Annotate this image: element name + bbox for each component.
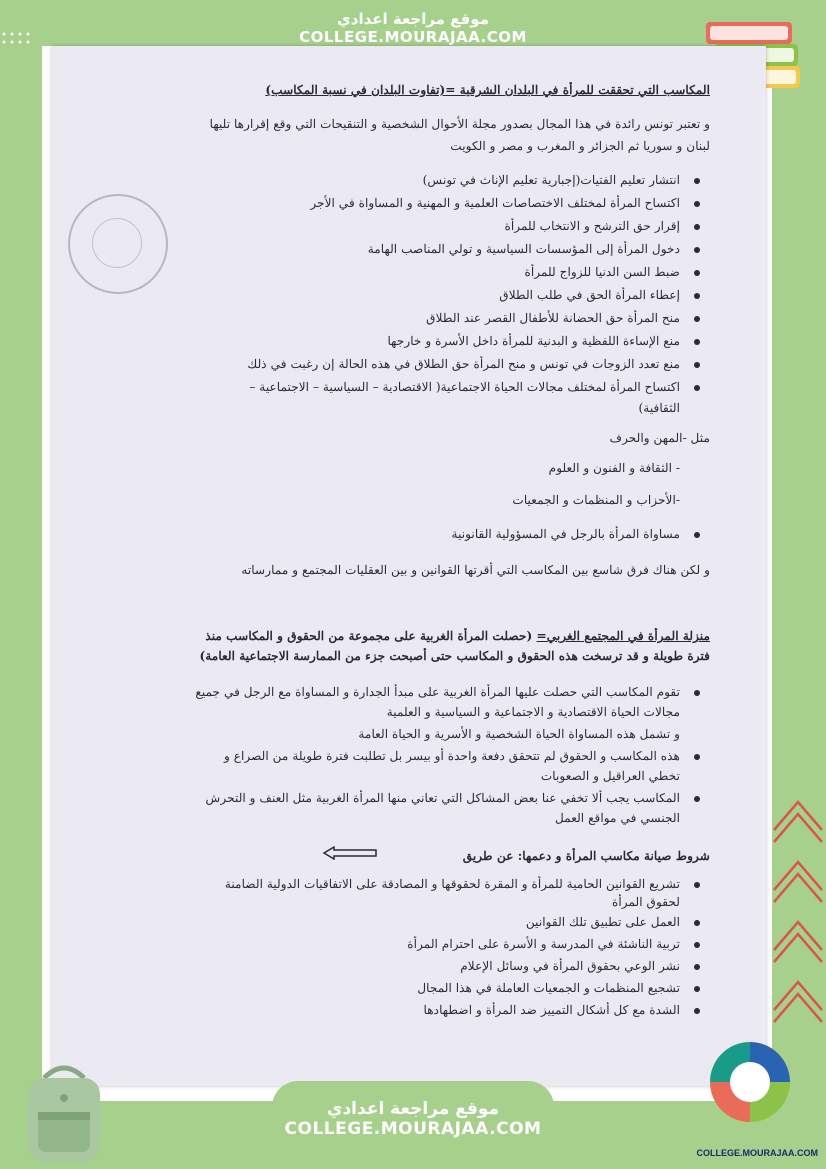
section1-intro-1: و تعتبر تونس رائدة في هذا المجال بصدور مجلة الأحوال الشخصية و التنقيحات التي وقع إقرارها تليها — [209, 117, 710, 131]
bullet-icon — [694, 882, 700, 888]
section2-bullet: و تشمل هذه المساواة الحياة الشخصية و الأسرية و الحياة العامة — [358, 727, 680, 741]
document-body — [52, 46, 766, 1086]
section3-bullet: العمل على تطبيق تلك القوانين — [525, 915, 680, 929]
section2-heading-line1 — [92, 628, 710, 644]
footer-site-url[interactable]: COLLEGE.MOURAJAA.COM — [284, 1119, 542, 1139]
bullet-icon — [694, 270, 700, 276]
section2-bullet-cont: مجالات الحياة الاقتصادية و الاجتماعية و السياسية و العلمية — [386, 705, 680, 719]
bullet-icon — [694, 796, 700, 802]
section2-bullet: تقوم المكاسب التي حصلت عليها المرأة الغربية على مبدأ الجدارة و المساواة مع الرجل في جميع — [195, 685, 680, 699]
section2-bullet: هذه المكاسب و الحقوق لم تتحقق دفعة واحدة أو بيسر بل تطلبت فترة طويلة من الصراع و — [223, 749, 680, 763]
site-logo-icon[interactable] — [702, 1020, 798, 1140]
scanned-page — [52, 46, 766, 1086]
bullet-icon — [694, 532, 700, 538]
bullet-icon — [694, 316, 700, 322]
section3-bullet: الشدة مع كل أشكال التمييز ضد المرأة و اضطهادها — [423, 1003, 680, 1017]
section1-bullet: إعطاء المرأة الحق في طلب الطلاق — [499, 288, 680, 302]
bullet-icon — [694, 339, 700, 345]
section3-bullet: تشجيع المنظمات و الجمعيات العاملة في هذا المجال — [417, 981, 680, 995]
section1-last-bullet: مساواة المرأة بالرجل في المسؤولية القانونية — [451, 527, 680, 541]
bullet-icon — [694, 201, 700, 207]
section1-bullet: منع تعدد الزوجات في تونس و منح المرأة حق الطلاق في هذه الحالة إن رغبت في ذلك — [247, 357, 680, 371]
site-name-ar: موقع مراجعة اعدادي — [337, 10, 489, 28]
bullet-icon — [694, 224, 700, 230]
chevron-up-decoration-icon — [768, 790, 824, 1050]
bullet-icon — [694, 362, 700, 368]
section1-bullet: اكتساح المرأة لمختلف مجالات الحياة الاجتماعية( الاقتصادية – السياسية – الاجتماعية – — [249, 380, 680, 394]
section3-bullet-cont: لحقوق المرأة — [611, 895, 680, 909]
bullet-icon — [694, 1008, 700, 1014]
bullet-icon — [694, 385, 700, 391]
section2-heading-line2: فترة طويلة و قد ترسخت هذه الحقوق و المكاسب حتى أصبحت جزء من الممارسة الاجتماعية العامة) — [199, 649, 710, 663]
dots-decoration-icon — [0, 30, 40, 60]
section1-example: -الأحزاب و المنظمات و الجمعيات — [512, 493, 680, 507]
section1-example-label: مثل -المهن والحرف — [609, 431, 710, 445]
bullet-icon — [694, 178, 700, 184]
section3-heading: شروط صيانة مكاسب المرأة و دعمها: عن طريق — [462, 849, 710, 863]
section2-heading-title: منزلة المرأة في المجتمع الغربي= — [536, 629, 710, 643]
section1-conclusion: و لكن هناك فرق شاسع بين المكاسب التي أقرتها القوانين و بين العقليات المجتمع و ممارساته — [241, 563, 710, 577]
section1-example: - الثقافة و الفنون و العلوم — [548, 461, 680, 475]
bullet-icon — [694, 986, 700, 992]
frame-left — [0, 0, 42, 1169]
section3-bullet: تشريع القوانين الحامية للمرأة و المقرة لحقوقها و المصادقة على الاتفاقيات الدولية الضامنة — [224, 877, 680, 891]
bullet-icon — [694, 754, 700, 760]
section2-bullet-cont: الجنسي في مواقع العمل — [554, 811, 680, 825]
section2-bullet-cont: تخطي العراقيل و الصعوبات — [540, 769, 680, 783]
section3-bullet: نشر الوعي بحقوق المرأة في وسائل الإعلام — [460, 959, 680, 973]
section1-bullet-continuation: الثقافية) — [638, 401, 680, 415]
bullet-icon — [694, 964, 700, 970]
section1-bullet: إقرار حق الترشح و الانتخاب للمرأة — [504, 219, 680, 233]
section2-bullet: المكاسب يجب ألا تخفي عنا بعض المشاكل التي تعاني منها المرأة الغربية مثل العنف و التحرش — [205, 791, 680, 805]
site-url[interactable]: COLLEGE.MOURAJAA.COM — [299, 28, 527, 46]
school-bag-icon — [14, 1058, 114, 1166]
section1-bullet: منح المرأة حق الحضانة للأطفال القصر عند الطلاق — [426, 311, 680, 325]
bullet-icon — [694, 690, 700, 696]
section1-bullet: انتشار تعليم الفتيات(إجبارية تعليم الإناث في تونس) — [422, 173, 680, 187]
bullet-icon — [694, 942, 700, 948]
section3-bullet: تربية الناشئة في المدرسة و الأسرة على احترام المرأة — [407, 937, 680, 951]
section1-bullet: منع الإساءة اللفظية و البدنية للمرأة داخل الأسرة و خارجها — [387, 334, 680, 348]
bullet-icon — [694, 247, 700, 253]
footer-banner[interactable] — [272, 1081, 554, 1169]
section1-intro-2: لبنان و سوريا ثم الجزائر و المغرب و مصر و الكويت — [450, 139, 710, 153]
bullet-icon — [694, 293, 700, 299]
logo-caption: COLLEGE.MOURAJAA.COM — [696, 1148, 818, 1158]
section1-heading: المكاسب التي تحققت للمرأة في البلدان الشرقية =(تفاوت البلدان في نسبة المكاسب) — [265, 83, 710, 97]
bullet-icon — [694, 920, 700, 926]
arrow-left-icon — [322, 846, 378, 860]
section1-bullet: اكتساح المرأة لمختلف الاختصاصات العلمية و المهنية و المساواة في الأجر — [310, 196, 680, 210]
section1-bullet: ضبط السن الدنيا للزواج للمرأة — [524, 265, 680, 279]
footer-site-name-ar: موقع مراجعة اعدادي — [326, 1099, 500, 1119]
section1-bullet: دخول المرأة إلى المؤسسات السياسية و تولي المناصب الهامة — [367, 242, 680, 256]
section2-heading-rest: (حصلت المرأة الغربية على مجموعة من الحقوق و المكاسب منذ — [205, 629, 533, 643]
